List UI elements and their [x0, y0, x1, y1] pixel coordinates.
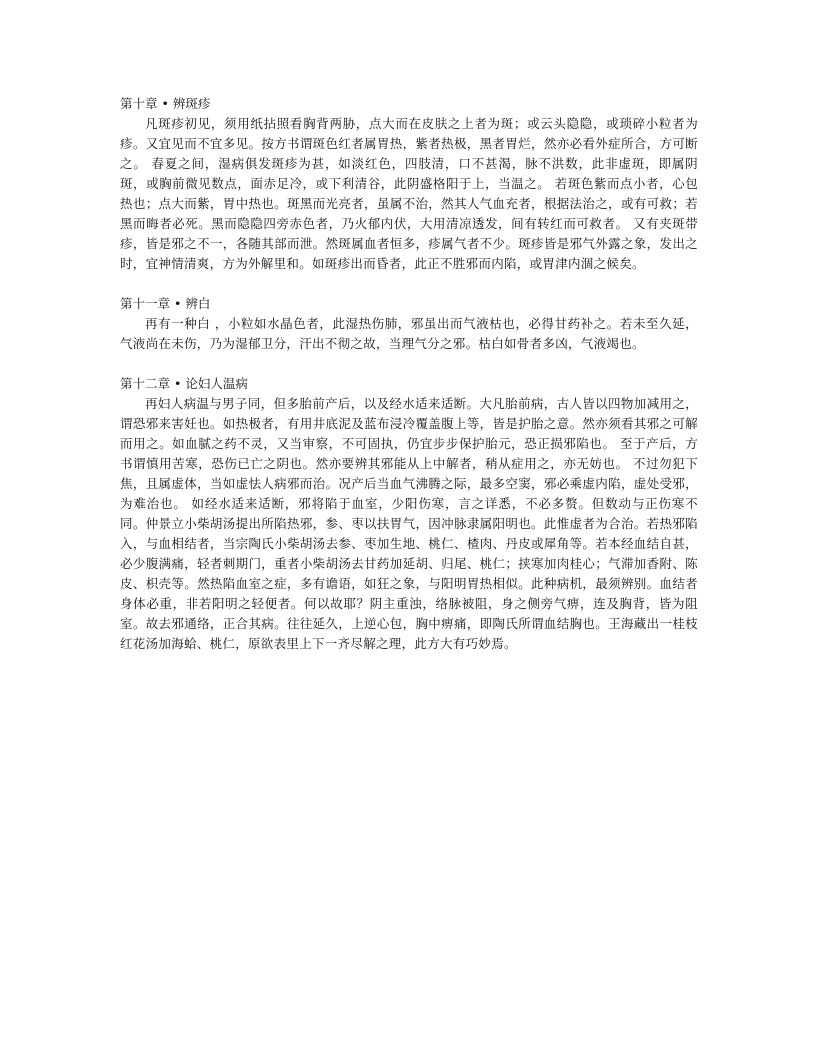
chapter-10-heading: 第十章 • 辨斑疹 — [120, 96, 211, 111]
chapter-11-heading: 第十一章 • 辨白 — [120, 296, 211, 311]
chapter-12-section — [120, 374, 698, 654]
document-page — [120, 94, 698, 674]
chapter-12-heading: 第十二章 • 论妇人温病 — [120, 376, 248, 391]
chapter-10-section — [120, 94, 698, 274]
chapter-12-body: 再妇人病温与男子同，但多胎前产后，以及经水适来适断。大凡胎前病，古人皆以四物加减用之，谓恐邪来害妊也。如热极者，有用井底泥及蓝布浸冷覆盖腹上等，皆是护胎之意。然亦须看其邪之可解而用之。如血腻之药不灵，又当审察，不可固执，仍宜步步保护胎元，恐正损邪陷也。 至于产后，方书谓慎用苦寒，恐伤已亡之阴也。然亦要辨其邪能从上中解者，稍从症用之，亦无妨也。 不过勿犯下焦，且属虚体，当如虚怯人病邪而治。况产后当血气沸腾之际，最多空窦，邪必乘虚内陷，虚处受邪，为难治也。 如经水适来适断，邪将陷于血室，少阳伤寒，言之详悉，不必多赘。但数动与正伤寒不同。仲景立小柴胡汤提出所陷热邪，参、枣以扶胃气，因冲脉隶属阳明也。此惟虚者为合治。若热邪陷入，与血相结者，当宗陶氏小柴胡汤去参、枣加生地、桃仁、楂肉、丹皮或犀角等。若本经血结自甚，必少腹满痛，轻者刺期门，重者小柴胡汤去甘药加延胡、归尾、桃仁；挟寒加肉桂心；气滞加香附、陈皮、枳壳等。然热陷血室之症，多有谵语，如狂之象，与阳明胃热相似。此种病机，最须辨别。血结者身体必重，非若阳明之轻便者。何以故耶？阴主重浊，络脉被阻，身之侧旁气痹，连及胸背，皆为阻室。故去邪通络，正合其病。往往延久，上逆心包，胸中痹痛，即陶氏所谓血结胸也。王海藏出一桂枝红花汤加海蛤、桃仁，原欲表里上下一齐尽解之理，此方大有巧妙焉。 — [120, 396, 698, 651]
chapter-11-section — [120, 294, 698, 354]
chapter-10-body: 凡斑疹初见，须用纸拈照看胸背两胁，点大而在皮肤之上者为斑；或云头隐隐，或琐碎小粒者为疹。又宜见而不宜多见。按方书谓斑色红者属胃热，紫者热极，黑者胃烂，然亦必看外症所合，方可断之。 春夏之间，湿病俱发斑疹为甚，如淡红色，四肢清，口不甚渴，脉不洪数，此非虚斑，即属阴斑，或胸前微见数点，面赤足冷，或下利清谷，此阴盛格阳于上，当温之。 若斑色紫而点小者，心包热也；点大而紫，胃中热也。斑黑而光亮者，虽属不治，然其人气血充者，根据法治之，或有可救；若黑而晦者必死。黑而隐隐四旁赤色者，乃火郁内伏，大用清凉透发，间有转红而可救者。 又有夹斑带疹，皆是邪之不一，各随其部而泄。然斑属血者恒多，疹属气者不少。斑疹皆是邪气外露之象，发出之时，宜神情清爽，方为外解里和。如斑疹出而昏者，此正不胜邪而内陷，或胃津内涸之候矣。 — [120, 116, 698, 271]
chapter-11-body: 再有一种白 ，小粒如水晶色者，此湿热伤肺，邪虽出而气液枯也，必得甘药补之。若未至久延，气液尚在未伤，乃为湿郁卫分，汗出不彻之故，当理气分之邪。枯白如骨者多凶，气液竭也。 — [120, 316, 698, 351]
